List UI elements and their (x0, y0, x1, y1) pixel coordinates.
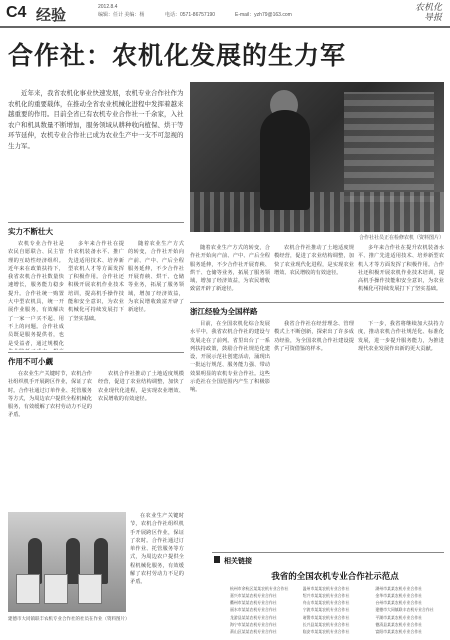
logo-line-1: 农机化 (414, 3, 442, 13)
section-heading-strength: 实力不断壮大 (8, 227, 53, 236)
photo-machinery (190, 192, 444, 232)
coop-list-item: 金华市某某农机专业合作社 (375, 593, 423, 599)
related-label: 相关链接 (224, 558, 252, 565)
coop-list-item: 杭州市余杭区某某农机专业合作社 (230, 586, 289, 591)
coop-list-item: 舟山市某某农机专业合作社 (302, 600, 350, 606)
column-9-text: 目前，在全国农机化综合发展水平中，我省农机合作社的建设与发展走在了前列。省里出台了一系列扶持政策，鼓励合作社规范化建设，开展示范社创建活动，涌现出一批运行规范、服务能力强、带动效果明显的农机专业合作社。这些示范社在全国范围内产生了积极影响。 (190, 321, 270, 394)
email-line: E-mail：yzh79@163.com (235, 12, 292, 18)
article-title: 合作社：农机化发展的生力军 (8, 42, 347, 70)
column-4-text: 在农业生产关键时节，农机合作社组织机手开展跨区作业，保证了农时。合作社通过订单作业、托管服务等方式，为周边农户提供全程机械化服务，有效缓解了农村劳动力不足的矛盾。 (8, 371, 92, 419)
coop-list-item: 衢州市某某农机专业合作社 (230, 600, 277, 606)
section-divider (8, 222, 184, 223)
coop-list-item: 临安市某某农机专业合作社 (302, 628, 350, 634)
coop-list-item: 宁波市某某农机专业合作社 (302, 607, 350, 613)
coop-list-item: 富阳市某某农机专业合作社 (375, 628, 423, 634)
newspaper-logo (415, 3, 442, 23)
coop-list-item: 龙游县某某农机专业合作社 (230, 614, 277, 620)
issue-date: 2012.8.4 (98, 4, 118, 10)
phone-line: 电话：0571-86757190 (165, 12, 216, 18)
coop-list-item: 萧山区某某农机专业合作社 (230, 628, 277, 634)
photo-sack (44, 574, 68, 604)
photo-shelf (344, 92, 434, 202)
section-heading-zhejiang: 浙江经验为全国样路 (190, 307, 258, 316)
column-2-text: 多年来合作社在提升农机装备水平、推广先进适用技术、培养新型农机人才等方面发挥了积极作用。合作社还积极开展农机作业技术培训，提高机手操作技能和安全意识，为农业机械化可持续发展打下了坚实基础。 (68, 241, 124, 322)
bottom-photo-caption: 建德市大同镇联丰农机专业合作社的社员在作业（资料图片） (8, 617, 130, 622)
main-photo (190, 82, 444, 232)
column-6-text: 随着农业生产方式的转变，合作社开始向产前、产中、产后全程服务延伸，不少合作社开展育秧、烘干、仓储等业务，拓展了服务领域，增加了经济效益，为农民增收致富开辟了新途径。 (190, 245, 270, 293)
coop-list-item: 台州市某某农机专业合作社 (375, 600, 423, 606)
photo-sack (78, 574, 102, 604)
coop-list-item: 诸暨市某某农机专业合作社 (302, 614, 350, 620)
coop-list-item: 湖州市某某农机专业合作社 (375, 586, 423, 591)
column-10-text: 我省合作社在经营理念、管理模式上不断创新，探索出了许多成功经验，为全国农机合作社建设提供了可资借鉴的样本。 (274, 321, 354, 352)
photo-sack (16, 574, 40, 604)
section-name: 经验 (36, 7, 67, 24)
coop-list-item: 绍兴市某某农机专业合作社 (302, 593, 350, 599)
column-8-text: 多年来合作社在提升农机装备水平、推广先进适用技术、培养新型农机人才等方面发挥了积极作用。合作社还积极开展农机作业技术培训，提高机手操作技能和安全意识，为农业机械化可持续发展打下了坚实基础。 (358, 245, 444, 293)
page-header (0, 0, 450, 28)
section-divider (190, 302, 444, 303)
bottom-photo (8, 512, 126, 612)
coop-list-item: 德清县某某农机专业合作社 (375, 621, 423, 627)
coop-list-title: 我省的全国农机专业合作社示范点 (271, 571, 399, 581)
related-marker (214, 556, 220, 563)
section-divider (212, 552, 444, 553)
column-3-text: 随着农业生产方式的转变，合作社开始向产前、产中、产后全程服务延伸，不少合作社开展育秧、烘干、仓储等业务，拓展了服务领域，增加了经济效益，为农民增收致富开辟了新途径。 (128, 241, 184, 314)
coop-list-item: 建德市大同镇联丰农机专业合作社 (375, 607, 434, 613)
section-divider (8, 352, 184, 353)
editor-line: 编辑：任计 美编：杨 (98, 12, 145, 18)
column-1-text: 农机专业合作社是农民自愿联合、民主管理的互助性经济组织。近年来在政策扶持下，我省农机合作社数量快速增长，服务能力稳步提升。合作社统一购置大中型农机具，统一开展作业服务，有效解决了一家一户买不起、用不上的问题。合作社成员既是服务提供者，也是受益者，通过规模化 (8, 241, 64, 347)
photo-caption: 合作社社员正在检修农机（资料图片） (358, 235, 444, 241)
column-12-text: 在农业生产关键时节，农机合作社组织机手开展跨区作业，保证了农时。合作社通过订单作业、托管服务等方式，为周边农户提供全程机械化服务，有效缓解了农村劳动力不足的矛盾。 (130, 513, 184, 586)
section-code: C4 (6, 4, 27, 21)
column-11-text: 下一步，我省将继续加大扶持力度，推动农机合作社规范化、标准化发展，进一步提升服务能力，为推进现代农业发展作出新的更大贡献。 (358, 321, 444, 352)
section-heading-role: 作用不可小觑 (8, 357, 53, 366)
coop-list-item: 长兴县某某农机专业合作社 (302, 621, 350, 627)
article-lead: 近年来，我省农机化事业快速发展，农机专业合作社作为农机化的重要载体，在推动全省农业机械化进程中发挥着越来越重要的作用。目前全省已有农机专业合作社一千余家，入社农户和机具数量不断增加，服务领域从耕种收向植保、烘干等环节延伸，农机专业合作社已成为农业生产中一支不可忽视的生力军。 (8, 89, 184, 150)
photo-person (260, 110, 310, 210)
column-5-text: 农机合作社推动了土地适度规模经营，促进了农业结构调整，加快了农业现代化进程，是实现农业增效、农民增收的有效途径。 (98, 371, 184, 402)
coop-list-item: 平湖市某某农机专业合作社 (375, 614, 423, 620)
coop-list-item: 温州市某某农机专业合作社 (302, 586, 350, 591)
column-7-text: 农机合作社推动了土地适度规模经营，促进了农业结构调整，加快了农业现代化进程，是实现农业增效、农民增收的有效途径。 (274, 245, 354, 276)
coop-list-item: 丽水市某某农机专业合作社 (230, 607, 277, 613)
logo-line-2: 导报 (423, 13, 442, 23)
coop-list-item: 海宁市某某农机专业合作社 (230, 621, 277, 627)
coop-list-item: 嘉兴市某某农机专业合作社 (230, 593, 277, 599)
coop-list (230, 586, 444, 636)
